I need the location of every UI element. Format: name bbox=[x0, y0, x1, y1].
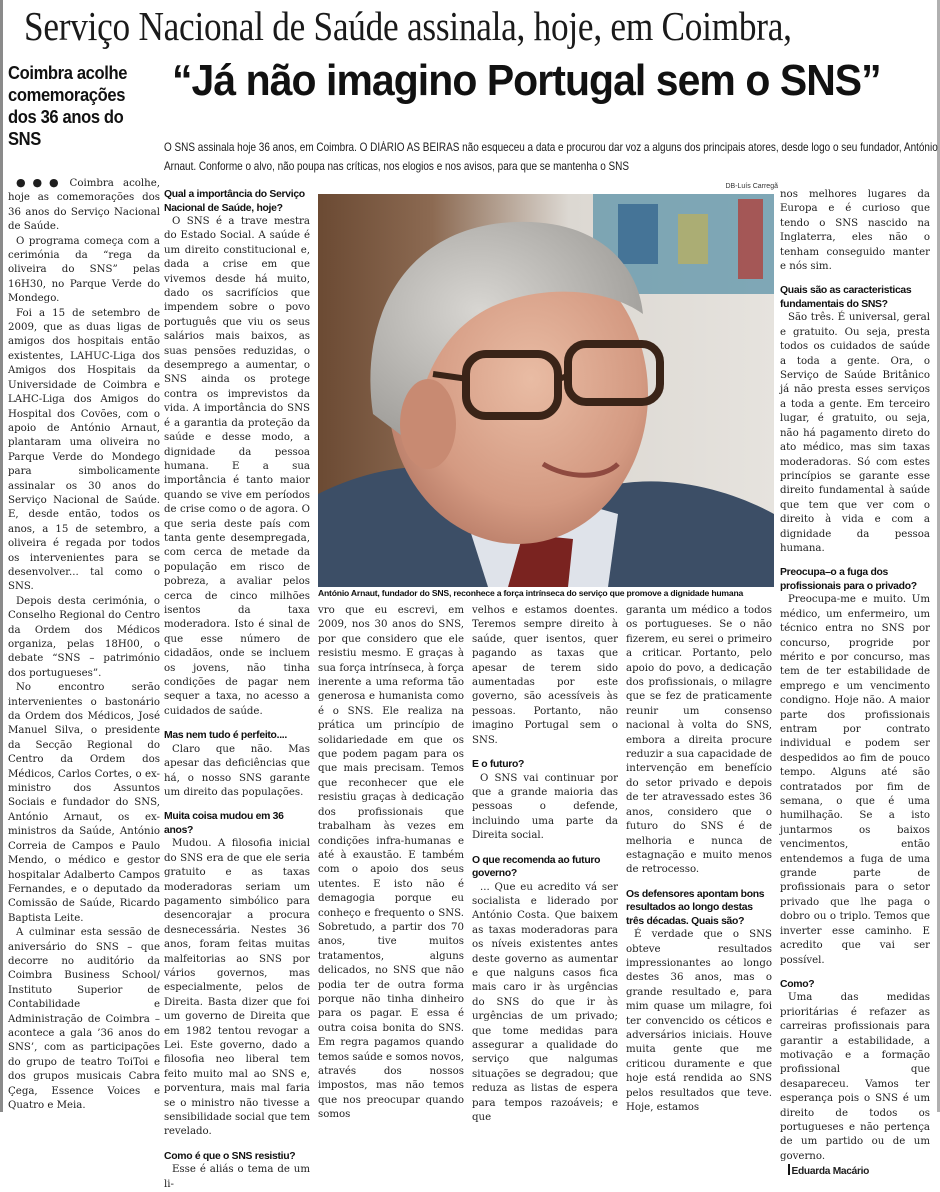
sidebar-paragraph: No encontro serão intervenientes o bastonário da Ordem dos Médicos, José Manuel Silva, o presidente da Secção Regional do Centro da Ordem dos Médicos, Carlos Cortes, o ex-ministro dos Assuntos Sociais e fundador do SNS, António Arnaut, os ex-ministros da Saúde, António Correia de Campos e Paulo Mendo, o médico e gestor hospitalar Adalberto Campos Fernandes, e o deputado da Comissão de Saúde, Ricardo Baptista Leite. bbox=[8, 682, 160, 924]
interview-question: Qual a importância do Serviço Nacional de Saúde, hoje? bbox=[164, 189, 305, 214]
sidebar-paragraph: ●●● Coimbra acolhe, hoje as comemorações dos 36 anos do Serviço Nacional de Saúde. bbox=[8, 176, 160, 233]
portrait-photo bbox=[318, 194, 774, 587]
portrait-image bbox=[318, 194, 774, 587]
interview-question: Preocupa–o a fuga dos profissionais para o privado? bbox=[780, 567, 917, 592]
sidebar-story bbox=[8, 176, 160, 1113]
interview-column-3 bbox=[472, 604, 618, 1126]
interview-answer: É verdade que o SNS obteve resultados impressionantes ao longo destes 36 anos, mas o grande resultado e, para mim quase um milagre, foi ter convencido os céticos e adversários iniciais. Houve muita gente que me criticou duramente e que hoje está rendida ao SNS pelos resultados que teve. Hoje, estamos bbox=[626, 929, 772, 1114]
interview-answer: Preocupa-me e muito. Um médico, um enfermeiro, um técnico entra no SNS por concurso, progride por mérito e por concurso, mas tem de ter estabilidade de emprego e um vencimento condigno. Hoje não. A maior parte dos profissionais entram por contrato individual e podem ser despedidos ao fim de pouco tempo. Alguns até são contratados por fim de semana, o que é uma humilhação. Se a isto juntarmos os baixos vencimentos, então entendemos a fuga de uma grande parte de profissionais para o setor privado que lhe paga o dobro ou o triplo. Temos que inverter esse caminho. E acredito que vai ser possível. bbox=[780, 594, 930, 966]
main-headline: “Já não imagino Portugal sem o SNS” bbox=[172, 56, 881, 105]
interview-answer: Claro que não. Mas apesar das deficiências que há, o nosso SNS garante um direito das populações. bbox=[164, 743, 310, 798]
interview-question: Como é que o SNS resistiu? bbox=[164, 1150, 296, 1162]
interview-column-2 bbox=[318, 604, 464, 1123]
interview-column-5 bbox=[780, 188, 930, 1180]
interview-answer: Uma das medidas prioritárias é refazer as carreiras profissionais para garantir a estabilidade, a motivação e a formação profissional que desapareceu. Vamos ter esperança pois o SNS é um direito de todos os portugueses e não pertença de um partido ou de um governo. bbox=[780, 992, 930, 1162]
photo-caption: António Arnaut, fundador do SNS, reconhece a força intrínseca do serviço que promove a dignidade humana bbox=[318, 587, 774, 599]
interview-question: E o futuro? bbox=[472, 759, 525, 771]
interview-answer: Mudou. A filosofia inicial do SNS era de que ele seria gratuito e as taxas moderadoras seriam um pagamento simbólico para desencorajar a procura desnecessária. Nestes 36 anos, foram feitas muitas malfeitorias ao SNS por vários governos, mas especialmente, pelos de Direita. Basta dizer que foi um governo de Direita que em 1982 tentou revogar a Lei. Este governo, dado a filosofia neo liberal tem feito muito mal ao SNS e, porventura, mais mal faria se o ministro não tivesse a sensibilidade social que tem revelado. bbox=[164, 838, 311, 1138]
interview-answer: O SNS é a trave mestra do Estado Social. A saúde é um direito constitucional e, dada a crise em que vivemos desde há muito, dado os sacrifícios que impendem sobre o povo português que viu os seus salários mais baixos, as suas pensões reduzidas, o desemprego a aumentar, o SNS ainda os protege contra os imprevistos da vida. A importância do SNS é a garantia da proteção da saúde e desse modo, a dignidade da pessoa humana. E a sua importância é tanto maior quando se vive em períodos de crise como o de agora. O que seria deste país com tanta gente desempregada, com cerca de metade da população em risco de pobreza, a avaliar pelos cerca de cinco milhões isentos da taxa moderadora. Isto é sinal de que esse número de cidadãos, onde se incluem os jovens, não tinha condições de pagar nem sequer a taxa, no acesso a cuidados de saúde. bbox=[164, 216, 310, 717]
bullet-dots-icon: ●●● bbox=[16, 176, 66, 189]
photo-credit: DB-Luís Carregã bbox=[725, 183, 778, 190]
interview-answer: ... Que eu acredito vá ser socialista e liderado por António Costa. Que baixem as taxas moderadoras para os níveis existentes antes deste governo as aumentar e que nalguns casos fica mais caro ir às urgências do SNS do que ir às urgências de um privado; que tome medidas para assegurar a qualidade do serviço que nalgumas situações se degradou; que reduza as listas de espera para tempos razoáveis; e que bbox=[472, 881, 618, 1124]
interview-question: Como? bbox=[780, 978, 815, 990]
sidebar-title: Coimbra acolhe comemorações dos 36 anos do SNS bbox=[8, 63, 128, 149]
sidebar-paragraph: A culminar esta sessão de aniversário do SNS – que decorre no auditório da Coimbra Business School/ Instituto Superior de Contabilidade e Administração de Coimbra – acontece a gala ’36 anos do SNS’, com as participações do grupo de teatro ToiToi e dos grupos musicais Cabra Çega, Essence Voices e Quatro e Meia. bbox=[8, 927, 160, 1111]
sidebar-paragraph: O programa começa com a cerimónia da “rega da oliveira do SNS” pelas 16H30, no Parque Verde do Mondego. bbox=[8, 235, 160, 305]
sidebar-paragraph: Foi a 15 de setembro de 2009, que as duas ligas de amigos dos hospitais então existentes, LAHUC-Liga dos Amigos dos Hospitais da Universidade de Coimbra e LAHC-Liga dos Amigos do Hospital dos Covões, com o apoio de António Arnaut, plantaram uma oliveira no Parque Verde do Mondego para simbolicamente assinalar os 30 anos do Serviço Nacional de Saúde. E, desde então, todos os anos, a 15 de setembro, a oliveira é regada por todos os intervenientes para se desenvolver... tal como o SNS. bbox=[8, 307, 160, 593]
interview-question: O que recomenda ao futuro governo? bbox=[472, 854, 601, 880]
interview-question: Mas nem tudo é perfeito.... bbox=[164, 730, 287, 742]
interview-column-4 bbox=[626, 604, 772, 1116]
kicker-headline: Serviço Nacional de Saúde assinala, hoje, em Coimbra, bbox=[24, 3, 792, 49]
interview-answer: garanta um médico a todos os portugueses. Se o não fizerem, eu serei o primeiro a criticar. Portanto, pelo apoio do povo, a dedicação dos profissionais, o milagre que se fez de praticamente reunir um consenso nacional à volta do SNS, embora a direita procure reduzir a sua capacidade de intervenção em benefício do setor privado e depois de ter atravessado estes 36 anos, considero que o futuro do SNS é de melhoria e nunca de estagnação e muito menos de retrocesso. bbox=[626, 605, 772, 876]
interview-column-1 bbox=[164, 188, 310, 1192]
byline-bar bbox=[788, 1164, 790, 1175]
interview-question: Quais são as caracteristicas fundamentais do SNS? bbox=[780, 285, 912, 310]
interview-answer: nos melhores lugares da Europa e é curioso que tendo o SNS nascido na Inglaterra, eles não o tenham conseguido manter e nós sim. bbox=[780, 189, 930, 273]
lead-paragraph: O SNS assinala hoje 36 anos, em Coimbra. O DIÁRIO AS BEIRAS não esqueceu a data e procurou dar voz a alguns dos principais atores, desde logo o seu fundador, António Arnaut. Conforme o alvo, não poupa nas críticas, nos elogios e nos avisos, para que se mantenha o SNS bbox=[164, 141, 938, 173]
interview-answer: velhos e estamos doentes. Teremos sempre direito à saúde, quer isentos, quer pagando as taxas que apesar de terem sido aumentadas por este governo, são acessíveis às pessoas. Portanto, não imagino Portugal sem o SNS. bbox=[472, 605, 618, 746]
sidebar-paragraph: Depois desta cerimónia, o Conselho Regional do Centro da Ordem dos Médicos organiza, pelas 18H00, o debate “SNS – património dos portugueses”. bbox=[8, 595, 160, 679]
interview-answer: O SNS vai continuar por que a grande maioria das pessoas o defende, incluindo uma parte da Direita social. bbox=[472, 772, 618, 842]
interview-answer: Esse é aliás o tema de um li- bbox=[164, 1164, 310, 1190]
interview-question: Os defensores apontam bons resultados ao longo destas três décadas. Quais são? bbox=[626, 888, 765, 927]
interview-question: Muita coisa mudou em 36 anos? bbox=[164, 811, 284, 836]
ear bbox=[400, 379, 456, 469]
author-byline: Eduarda Macário bbox=[780, 1164, 930, 1179]
interview-answer: São três. É universal, geral e gratuito. Ou seja, presta todos os cuidados de saúde a toda a gente. Ora, o Serviço de Saúde Britânico já não presta esses serviços a toda a gente. Em terceiro lugar, é gratuito, ou seja, não há pagamento direto do ato médico, mas sim taxas moderadoras. Só com estes princípios se garante esse direito fundamental à saúde que tem que ver com o direito à vida e com a dignidade da pessoa humana. bbox=[780, 312, 930, 554]
interview-answer: vro que eu escrevi, em 2009, nos 30 anos do SNS, por que considero que ele resistiu mesmo. E graças à sua força intrínseca, à força inerente a uma reforma tão generosa e humanista como é o SNS. Ele realiza na prática um princípio de solidariedade em que os que podem pagam para os que mais precisam. Temos que reconhecer que ele resistiu graças à dedicação dos profissionais que trabalham às vezes em condições infra-humanas e até à exaustão. E também com o apoio dos seus utentes. E isto não é demagogia porque eu conheço e frequento o SNS. Sobretudo, a partir dos 70 anos, tive muitos tratamentos, alguns delicados, no SNS que não podia ter de outra forma porque não tinha dinheiro para os pagar. E essa é outra coisa bonita do SNS. Em regra pagamos quando temos saúde e somos novos, através dos nossos impostos, mas não temos que nos preocupar quando somos bbox=[318, 605, 464, 1121]
